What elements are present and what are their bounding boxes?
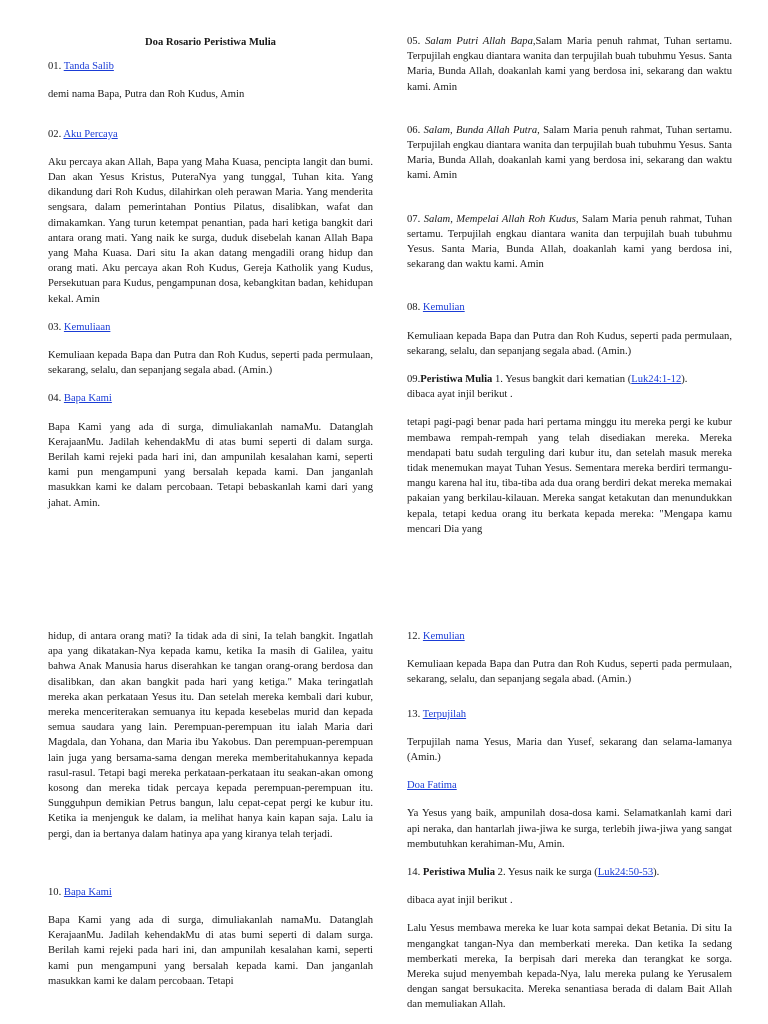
link-aku-percaya[interactable]: Aku Percaya [63, 128, 118, 140]
section-01-text: demi nama Bapa, Putra dan Roh Kudus, Amin [48, 89, 245, 101]
section-01-heading: 01. Tanda Salib [48, 61, 114, 73]
page2-right-column [407, 512, 732, 1013]
section-07-text: 07. Salam, Mempelai Allah Roh Kudus, Salam Maria penuh rahmat, Tuhan sertamu. Terpujilah engkau diantara wanita dan terpujilah buah tubuhmu Yesus. Santa Maria, Bunda Allah, doakanlah kami yang berdosa ini, sekarang dan waktu kami. Amin [407, 213, 732, 271]
section-09-heading: 09.Peristiwa Mulia 1. Yesus bangkit dari kematian (Luk24:1-12). [407, 374, 688, 386]
section-06-text: 06. Salam, Bunda Allah Putra, Salam Maria penuh rahmat, Tuhan sertamu. Terpujilah engkau diantara wanita dan terpujilah buah tubuhmu Yesus. Santa Maria, Bunda Allah, doakanlah kami yang berdosa ini, sekarang dan waktu kami. Amin [407, 124, 732, 182]
section-02-heading: 02. Aku Percaya [48, 128, 118, 140]
link-kemulian-12[interactable]: Kemulian [422, 631, 465, 642]
section-09-subtext: dibaca ayat injil berikut . [407, 389, 513, 401]
section-05-title: Salam Putri Allah Bapa [425, 36, 533, 47]
document-title: Doa Rosario Peristiwa Mulia [145, 37, 276, 48]
section-09-text: tetapi pagi-pagi benar pada hari pertama minggu itu mereka pergi ke kubur membawa rempah-rempah yang telah disediakan mereka. Mereka mendapati batu sudah terguling dari kubur itu, dan setelah masuk mereka tidak menemukan mayat Tuhan Yesus. Sementara mereka berdiri termangu-mangu karena hal itu, tiba-tiba ada dua orang berdiri dekat mereka memakai pakaian yang berkilau-kilauan. Mereka sangat ketakutan dan menundukkan kepala, tetapi kedua orang itu berkata kepada mereka: "Mengapa kamu mencari Dia yang [407, 417, 732, 535]
link-doa-fatima[interactable]: Doa Fatima [407, 780, 457, 792]
gospel-continuation-text: hidup, di antara orang mati? Ia tidak ada di sini, Ia telah bangkit. Ingatlah apa yang dikatakan-Nya kepada kamu, ketika Ia masih di Galilea, yaitu bahwa Anak Manusia harus diserahkan ke tangan orang-orang berdosa dan disalibkan, dan akan bangkit pada hari yang ketiga." Maka teringatlah mereka akan perkataan Yesus itu. Dan setelah mereka kembali dari kubur, mereka menceriterakan semuanya itu kepada kesebelas murid dan kepada semua saudara yang lain. Perempuan-perempuan itu ialah Maria dari Magdala, dan Yohana, dan Maria ibu Yakobus. Dan perempuan-perempuan lain juga yang bersama-sama dengan mereka memberitahukannya kepada rasul-rasul. Tetapi bagi mereka perkataan-perkataan itu seakan-akan omong kosong dan mereka tidak percaya kepada perempuan-perempuan itu. Sungguhpun demikian Petrus bangun, lalu cepat-cepat pergi ke kubur itu. Ketika ia menjenguk ke dalam, ia melihat hanya kain kapan saja. Lalu ia pergi, dan ia bertanya dalam hatinya apa yang kiranya telah terjadi. [48, 631, 373, 840]
section-12-heading: 12. Kemulian [407, 631, 465, 642]
page-2 [0, 512, 768, 1024]
section-02-text: Aku percaya akan Allah, Bapa yang Maha Kuasa, pencipta langit dan bumi. Dan akan Yesus Kristus, PuteraNya yang tunggal, Tuhan kita. Yang dikandung dari Roh Kudus, dilahirkan oleh perawan Maria. Yang menderita sengsara, dalam pemerintahan Pontius Pilatus, disalibkan, wafat dan dimakamkan. Yang turun ketempat penantian, pada hari ketiga bangkit dari antara orang mati. Yang naik ke surga, duduk disebelah kanan Allah Bapa yang Maha Kuasa. Dari situ Ia akan datang mengadili orang hidup dan orang mati. Aku percaya akan Roh Kudus, Gereja Katholik yang Kudus, Persekutuan para Kudus, pengampunan dosa, kebangkitan badan, kehidupan kekal. Amin [48, 156, 373, 305]
section-10-text: Bapa Kami yang ada di surga, dimuliakanlah namaMu. Datanglah KerajaanMu. Jadilah kehendakMu di atas bumi seperti di dalam surga. Berilah kami rejeki pada hari ini, dan ampunilah kesalahan kami, seperti kami pun mengampuni yang bersalah kepada kami. Dan janganlah masukkan kami ke dalam percobaan. Tetapi [48, 915, 373, 987]
section-04-heading: 04. Bapa Kami [48, 393, 112, 405]
section-06-title: Salam, Bunda Allah Putra [423, 124, 538, 136]
fatima-heading [407, 778, 732, 793]
section-03-text: Kemuliaan kepada Bapa dan Putra dan Roh Kudus, seperti pada permulaan, sekarang, selalu, dan sepanjang segala abad. (Amin.) [48, 350, 373, 377]
section-08-text: Kemuliaan kepada Bapa dan Putra dan Roh Kudus, seperti pada permulaan, sekarang, selalu, dan sepanjang segala abad. (Amin.) [407, 330, 732, 357]
section-05-text: 05. Salam Putri Allah Bapa,Salam Maria penuh rahmat, Tuhan sertamu. Terpujilah engkau diantara wanita dan terpujilah buah tubuhmu Yesus. Santa Maria, Bunda Allah, doakanlah kami yang berdosa ini, sekarang dan waktu kami. Amin [407, 36, 732, 93]
section-12-text: Kemuliaan kepada Bapa dan Putra dan Roh Kudus, seperti pada permulaan, sekarang, selalu, dan sepanjang segala abad. (Amin.) [407, 659, 732, 686]
link-luk24-1-12[interactable]: Luk24:1-12 [631, 374, 682, 386]
link-bapa-kami[interactable]: Bapa Kami [63, 393, 112, 405]
section-08-heading: 08. Kemulian [407, 302, 465, 314]
link-kemuliaan[interactable]: Kemuliaan [63, 321, 111, 333]
page1-left-column [48, 0, 373, 511]
section-14-text: Lalu Yesus membawa mereka ke luar kota sampai dekat Betania. Di situ Ia mengangkat tangan-Nya dan memberkati mereka. Dan ketika Ia sedang memberkati mereka, Ia berpisah dari mereka dan terangkat ke sorga. Mereka sujud menyembah kepada-Nya, lalu mereka pulang ke Yerusalem dengan sangat bersukacita. Mereka senantiasa berada di dalam Bait Allah dan memuliakan Allah. [407, 923, 732, 1011]
link-terpujilah[interactable]: Terpujilah [422, 708, 467, 720]
link-kemulian[interactable]: Kemulian [422, 302, 465, 314]
section-14-subtext: dibaca ayat injil berikut . [407, 895, 513, 907]
link-tanda-salib[interactable]: Tanda Salib [63, 61, 114, 73]
section-10-heading: 10. Bapa Kami [48, 886, 112, 898]
section-04-text: Bapa Kami yang ada di surga, dimuliakanlah namaMu. Datanglah KerajaanMu. Jadilah kehendakMu di atas bumi seperti di dalam surga. Berilah kami rejeki pada hari ini, dan ampunilah kesalahan kami, seperti kami pun mengampuni yang bersalah kepada kami. Dan janganlah masukkan kami ke dalam percobaan. Tetapi bebaskanlah kami dari yang jahat. Amin. [48, 421, 373, 509]
link-luk24-50-53[interactable]: Luk24:50-53 [597, 867, 654, 879]
link-bapa-kami-10[interactable]: Bapa Kami [63, 886, 112, 898]
section-07-title: Salam, Mempelai Allah Roh Kudus [423, 213, 576, 225]
fatima-text: Ya Yesus yang baik, ampunilah dosa-dosa kami. Selamatkanlah kami dari api neraka, dan hantarlah jiwa-jiwa ke surga, terlebih jiwa-jiwa yang sangat membutuhkan kerahiman-Mu, Amin. [407, 808, 732, 850]
section-14-heading: 14. Peristiwa Mulia 2. Yesus naik ke surga (Luk24:50-53). [407, 867, 660, 879]
section-13-heading: 13. Terpujilah [407, 708, 467, 720]
section-13-text: Terpujilah nama Yesus, Maria dan Yusef, sekarang dan selama-lamanya (Amin.) [407, 736, 732, 764]
section-03-heading: 03. Kemuliaan [48, 321, 111, 333]
page1-right-column [407, 0, 732, 537]
page2-left-column [48, 512, 373, 989]
